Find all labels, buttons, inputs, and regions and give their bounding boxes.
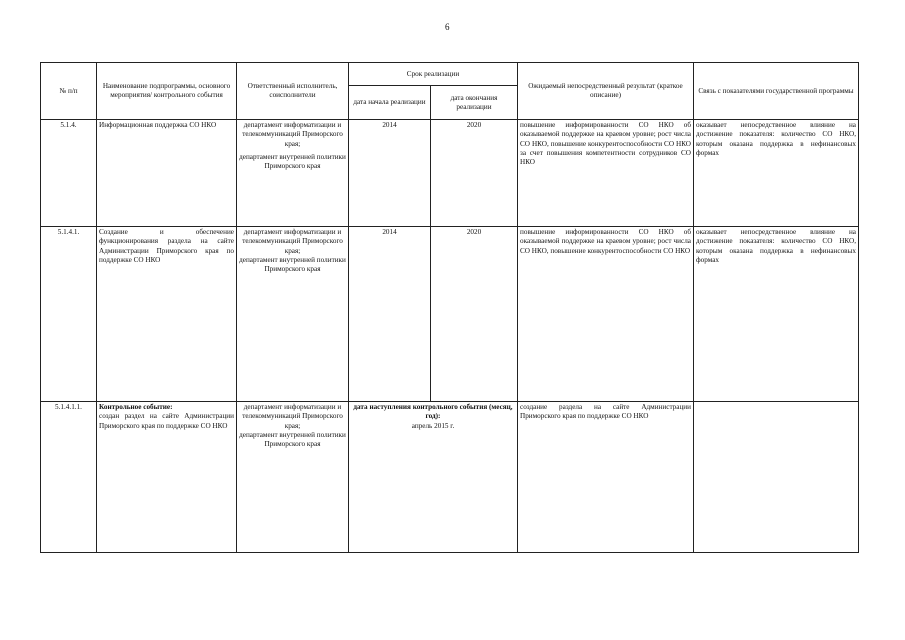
responsible-1: департамент информатизации и телекоммуникаций Приморского края; (242, 228, 343, 255)
row-result: повышение информированности СО НКО об оказываемой поддержке на краевом уровне; рост числа СО НКО, повышение конкурентоспособности СО НКО за счет повышения компетентности сотрудников СО НКО (518, 120, 694, 227)
row-event-date (349, 402, 518, 553)
row-name: Создание и обеспечение функционирования раздела на сайте Администрации Приморского края по поддержке СО НКО (97, 227, 237, 402)
row-link (694, 402, 859, 553)
row-responsible (237, 402, 349, 553)
row-num: 5.1.4.1.1. (41, 402, 97, 553)
header-start: дата начала реализации (349, 86, 431, 120)
responsible-2: департамент внутренней политики Приморского края (239, 431, 346, 449)
program-table (40, 62, 859, 553)
page-number: 6 (445, 22, 450, 32)
header-name: Наименование подпрограммы, основного мероприятия/ контрольного события (97, 63, 237, 120)
row-end: 2020 (431, 227, 518, 402)
responsible-2: департамент внутренней политики Приморского края (239, 256, 346, 274)
row-result: создание раздела на сайте Администрации Приморского края по поддержке СО НКО (518, 402, 694, 553)
header-period: Срок реализации (349, 63, 518, 86)
table-row (41, 120, 859, 227)
row-link: оказывает непосредственное влияние на достижение показателя: количество СО НКО, которым оказана поддержка в нефинансовых формах (694, 120, 859, 227)
header-result: Ожидаемый непосредственный результат (краткое описание) (518, 63, 694, 120)
row-end: 2020 (431, 120, 518, 227)
header-link: Связь с показателями государственной программы (694, 63, 859, 120)
header-responsible: Ответственный исполнитель, соисполнители (237, 63, 349, 120)
row-start: 2014 (349, 120, 431, 227)
event-date-label: дата наступления контрольного события (месяц, год): (353, 403, 513, 421)
responsible-2: департамент внутренней политики Приморского края (239, 153, 346, 171)
header-end: дата окончания реализации (431, 86, 518, 120)
header-num: № п/п (41, 63, 97, 120)
responsible-1: департамент информатизации и телекоммуникаций Приморского края; (242, 121, 343, 148)
row-name (97, 402, 237, 553)
event-date-value: апрель 2015 г. (411, 421, 455, 430)
control-event-label: Контрольное событие: (99, 403, 173, 411)
control-event-text: создан раздел на сайте Администрации Приморского края по поддержке СО НКО (99, 412, 234, 430)
row-num: 5.1.4.1. (41, 227, 97, 402)
table-row (41, 227, 859, 402)
row-link: оказывает непосредственное влияние на достижение показателя: количество СО НКО, которым оказана поддержка в нефинансовых формах (694, 227, 859, 402)
row-start: 2014 (349, 227, 431, 402)
row-responsible (237, 120, 349, 227)
responsible-1: департамент информатизации и телекоммуникаций Приморского края; (242, 403, 343, 430)
row-num: 5.1.4. (41, 120, 97, 227)
row-name: Информационная поддержка СО НКО (97, 120, 237, 227)
table-row (41, 402, 859, 553)
row-result: повышение информированности СО НКО об оказываемой поддержке на краевом уровне; рост числа СО НКО, повышение конкурентоспособности СО НКО (518, 227, 694, 402)
row-responsible (237, 227, 349, 402)
